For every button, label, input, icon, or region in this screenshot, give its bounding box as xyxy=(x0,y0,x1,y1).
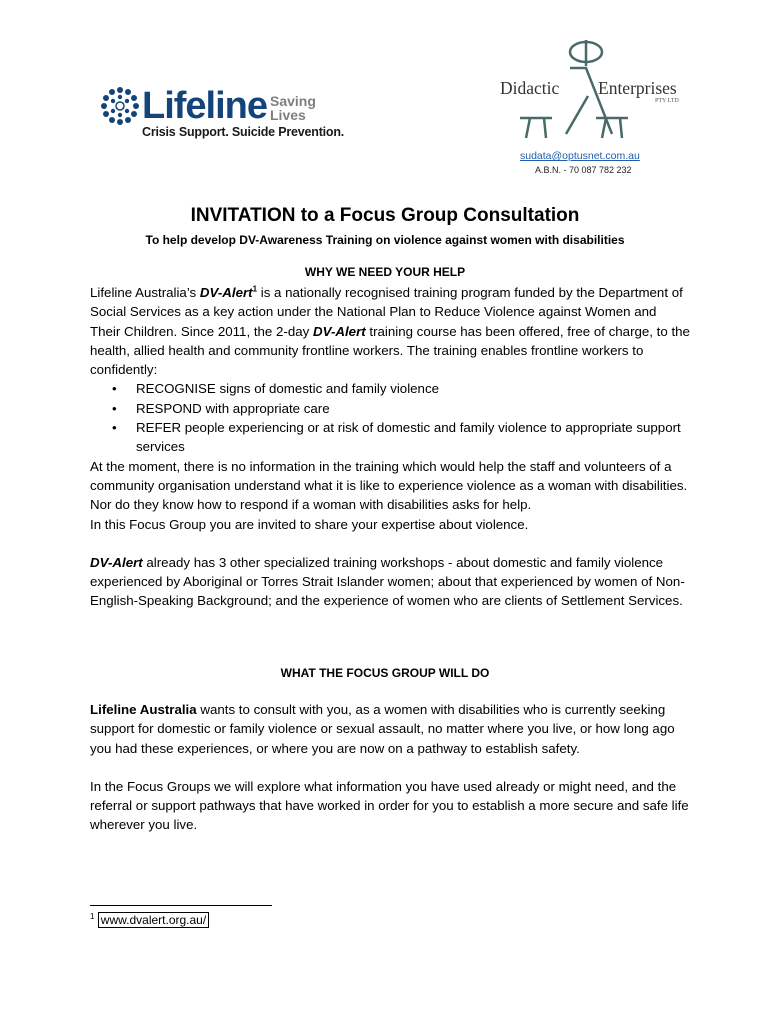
section-heading-what: WHAT THE FOCUS GROUP WILL DO xyxy=(280,666,490,680)
section-heading-why: WHY WE NEED YOUR HELP xyxy=(304,265,466,279)
invite-paragraph: In this Focus Group you are invited to share your expertise about violence. xyxy=(90,516,529,532)
footnote-divider xyxy=(90,905,272,906)
section-why-body xyxy=(90,283,690,611)
gap-paragraph: At the moment, there is no information in the training which would help the staff and volunteers of a community organisation understand what it is like to experience violence as a woman with disabilities. Nor do they know how to respond if a woman with disabilities asks for help. xyxy=(90,458,688,513)
explore-paragraph: In the Focus Groups we will explore what information you have used already or might need, and the referral or support pathways that have worked in order for you to establish a more secure and safe life wherever you live. xyxy=(90,778,689,833)
page-title: INVITATION to a Focus Group Consultation xyxy=(190,205,580,226)
didactic-logo xyxy=(500,38,690,148)
abn-text: A.B.N. - 70 087 782 232 xyxy=(535,165,632,175)
list-item: • RESPOND with appropriate care xyxy=(136,399,690,418)
list-item: • REFER people experiencing or at risk of domestic and family violence to appropriate support services xyxy=(136,418,690,457)
lifeline-wordmark: Lifeline xyxy=(142,85,268,127)
footnote-mark: 1 xyxy=(90,912,95,921)
saving-lives-text: Saving Lives xyxy=(270,93,316,123)
footnote-link[interactable]: www.dvalert.org.au/ xyxy=(98,912,209,928)
capability-list xyxy=(90,379,690,456)
dv-alert-term: DV-Alert xyxy=(199,285,253,300)
lifeline-australia-term: Lifeline Australia xyxy=(90,702,197,717)
lifeline-tagline: Crisis Support. Suicide Prevention. xyxy=(142,125,345,139)
dv-alert-term: DV-Alert xyxy=(312,323,366,339)
consult-paragraph: Lifeline Australia wants to consult with you, as a women with disabilities who is currently seeking support for domestic or family violence or sexual assault, no matter where you live, or how long ago you had these experiences, or where you are now on a pathway to establish safety. xyxy=(90,702,675,756)
didactic-wordmark: Didactic xyxy=(500,78,560,98)
page-subtitle: To help develop DV-Awareness Training on violence against women with disabilities xyxy=(145,233,625,247)
footnote-ref[interactable]: 1 xyxy=(252,284,258,294)
list-item: • RECOGNISE signs of domestic and family violence xyxy=(136,379,690,398)
footnote xyxy=(90,913,209,927)
lifeline-logo xyxy=(100,85,345,146)
dv-alert-term: DV-Alert xyxy=(90,554,143,570)
section-what-body xyxy=(90,700,690,835)
workshops-paragraph: DV-Alert already has 3 other specialized training workshops - about domestic and family violence experienced by Aboriginal or Torres Strait Islander women; about that experienced by women of Non-English-Speaking Background; and the experience of women who are clients of Settlement Services. xyxy=(90,554,685,609)
enterprises-wordmark: Enterprises xyxy=(598,78,677,98)
contact-email-link[interactable]: sudata@optusnet.com.au xyxy=(520,150,640,162)
pty-ltd-text: PTY LTD xyxy=(655,98,679,104)
lifeline-emblem-icon xyxy=(100,86,140,126)
intro-paragraph: Lifeline Australia’s DV-Alert$^1$ is a nationally recognised training program funded by the Department of Social Services as a key action under the National Plan to Reduce Violence against Women and Their Children. Since 2011, the 2-day DV-Alert training course has been offered, free of charge, to the health, allied health and community frontline workers. The training enables frontline workers to confidently: xyxy=(90,284,690,378)
